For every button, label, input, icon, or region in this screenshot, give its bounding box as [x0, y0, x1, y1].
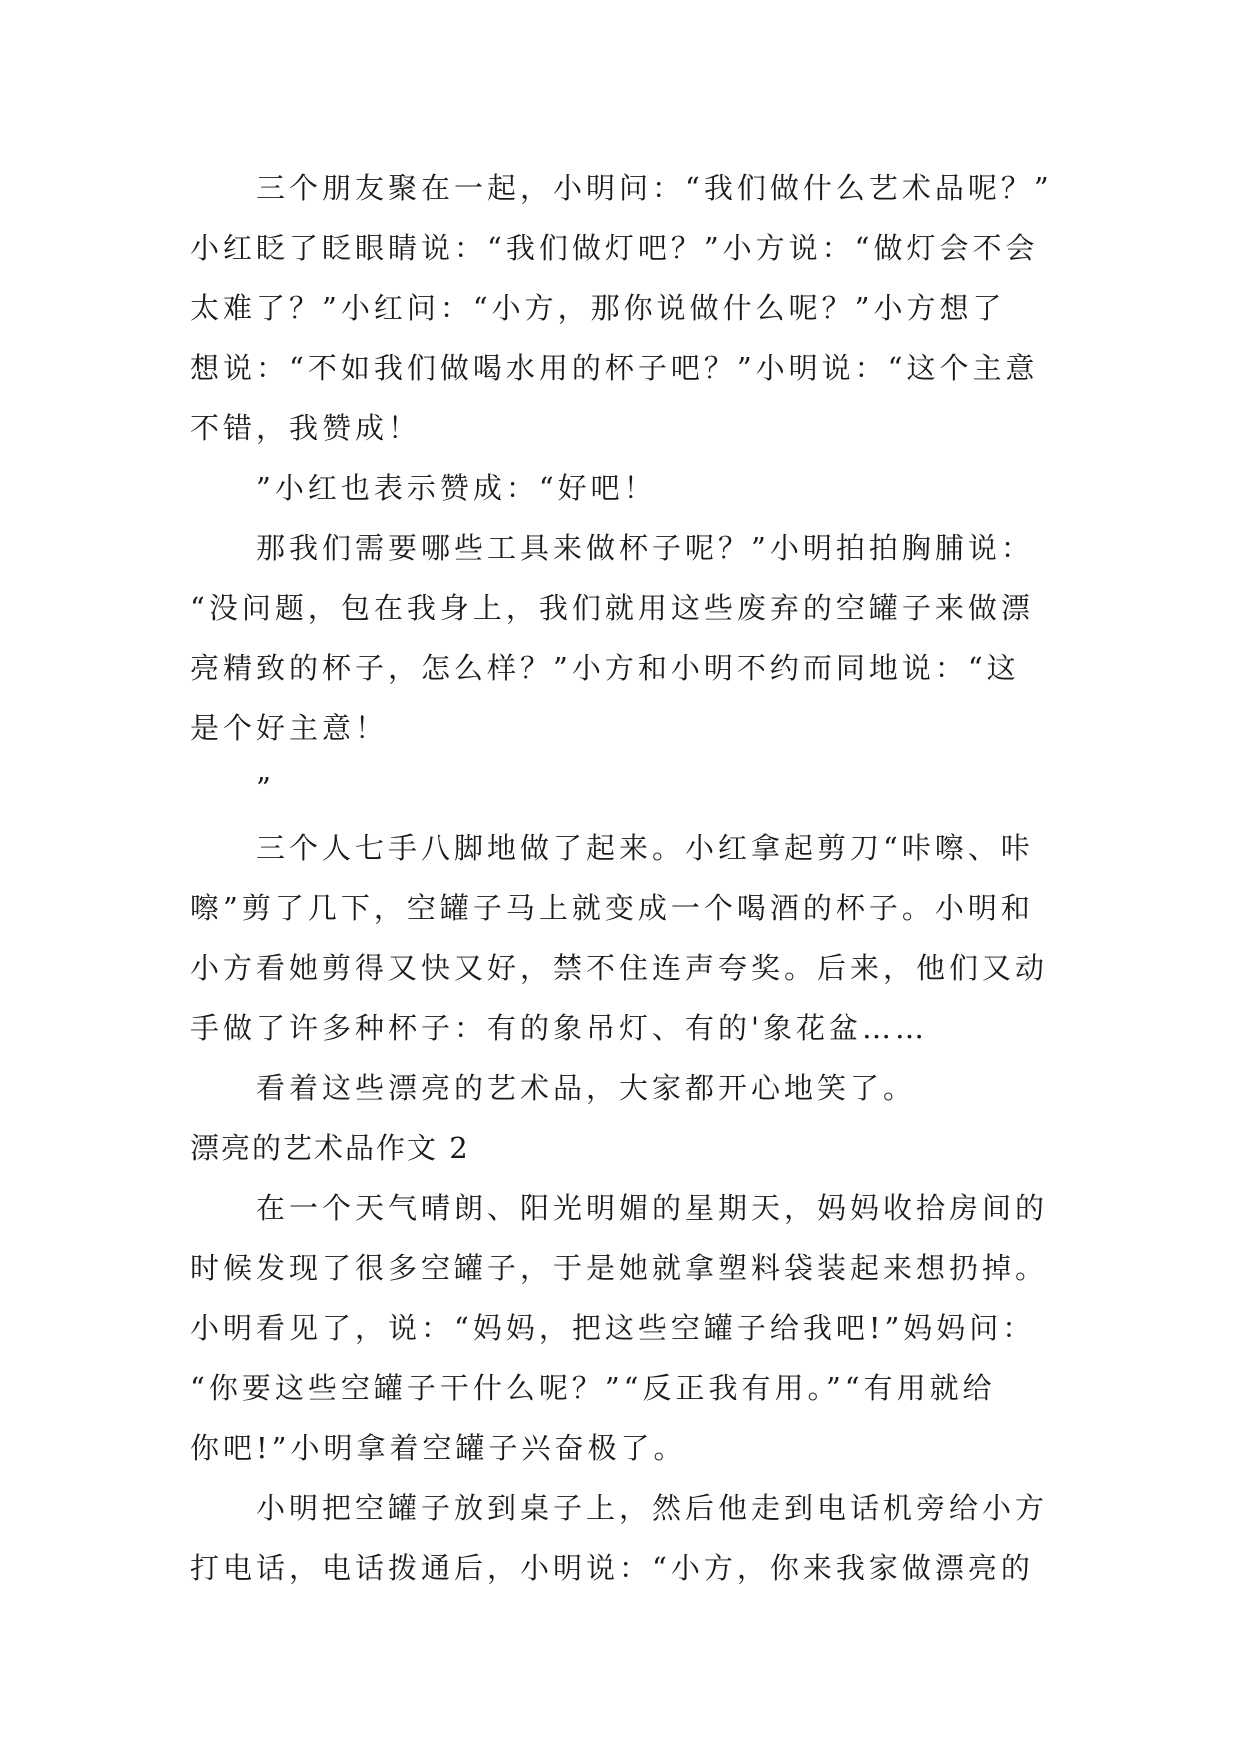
text-line: 小明把空罐子放到桌子上，然后他走到电话机旁给小方 — [256, 1491, 1049, 1525]
text-line: 亮精致的杯子，怎么样？”小方和小明不约而同地说：“这 — [190, 651, 1020, 685]
text-line: 太难了？”小红问：“小方，那你说做什么呢？”小方想了 — [190, 291, 1006, 325]
text-line: 小方看她剪得又快又好，禁不住连声夸奖。后来，他们又动 — [190, 951, 1049, 985]
section-heading: 漂亮的艺术品作文 2 — [190, 1131, 470, 1165]
text-line: 打电话，电话拨通后，小明说：“小方，你来我家做漂亮的 — [190, 1551, 1034, 1585]
text-line: 嚓”剪了几下，空罐子马上就变成一个喝酒的杯子。小明和 — [190, 891, 1034, 925]
text-line: 你吧!”小明拿着空罐子兴奋极了。 — [190, 1431, 687, 1465]
text-line: “没问题，包在我身上，我们就用这些废弃的空罐子来做漂 — [190, 591, 1034, 625]
text-line: 想说：“不如我们做喝水用的杯子吧？”小明说：“这个主意 — [190, 351, 1039, 385]
text-line: ” — [256, 771, 275, 805]
text-line: 在一个天气晴朗、阳光明媚的星期天，妈妈收拾房间的 — [256, 1191, 1049, 1225]
text-line: 小明看见了，说：“妈妈，把这些空罐子给我吧!”妈妈问： — [190, 1311, 1036, 1345]
text-line: 三个人七手八脚地做了起来。小红拿起剪刀“咔嚓、咔 — [256, 831, 1034, 865]
text-line: 是个好主意！ — [190, 711, 389, 745]
text-line: 时候发现了很多空罐子，于是她就拿塑料袋装起来想扔掉。 — [190, 1251, 1049, 1285]
text-line: 不错，我赞成！ — [190, 411, 422, 445]
text-line: 三个朋友聚在一起，小明问：“我们做什么艺术品呢？” — [256, 171, 1053, 205]
text-line: ”小红也表示赞成：“好吧！ — [256, 471, 657, 505]
text-line: 小红眨了眨眼睛说：“我们做灯吧？”小方说：“做灯会不会 — [190, 231, 1039, 265]
document-body — [190, 158, 1090, 1598]
text-line: 那我们需要哪些工具来做杯子呢？”小明拍拍胸脯说： — [256, 531, 1034, 565]
text-line: “你要这些空罐子干什么呢？”“反正我有用。”“有用就给 — [190, 1371, 996, 1405]
text-line: 手做了许多种杯子：有的象吊灯、有的'象花盆…… — [190, 1011, 928, 1045]
text-line: 看着这些漂亮的艺术品，大家都开心地笑了。 — [256, 1071, 917, 1105]
